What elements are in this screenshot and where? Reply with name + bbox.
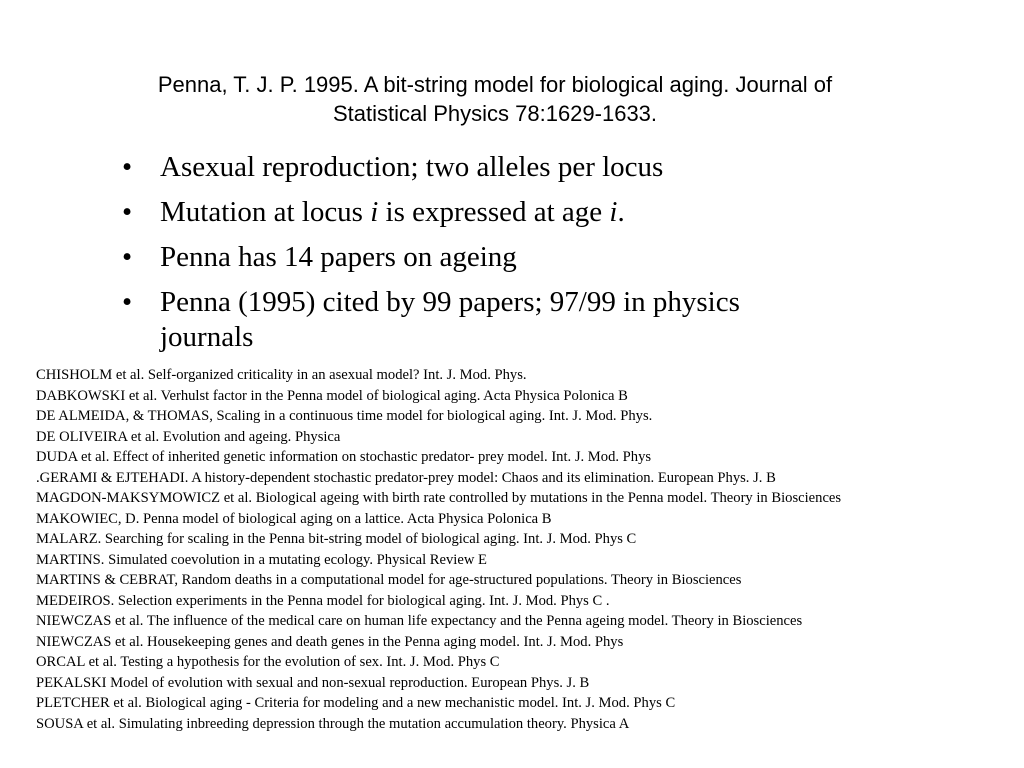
reference-item: PEKALSKI Model of evolution with sexual and non-sexual reproduction. European Phys. J. B (36, 674, 590, 691)
reference-item: .GERAMI & EJTEHADI. A history-dependent stochastic predator-prey model: Chaos and its elimination. European Phys. J. B (36, 469, 776, 486)
reference-item: MAGDON-MAKSYMOWICZ et al. Biological ageing with birth rate controlled by mutations in the Penna model. Theory in Biosciences (36, 490, 842, 506)
reference-item: ORCAL et al. Testing a hypothesis for the evolution of sex. Int. J. Mod. Phys C (36, 654, 500, 670)
reference-item: SOUSA et al. Simulating inbreeding depression through the mutation accumulation theory. Physica A (36, 715, 630, 732)
bullet-text-mid: is expressed at age (378, 196, 610, 228)
bullet-list (118, 150, 778, 365)
reference-item: DE ALMEIDA, & THOMAS, Scaling in a continuous time model for biological aging. Int. J. Mod. Phys. (36, 408, 653, 424)
reference-item: MEDEIROS. Selection experiments in the Penna model for biological aging. Int. J. Mod. Phys C . (36, 592, 610, 609)
bullet-text-pre: Mutation at locus (160, 196, 371, 228)
title-line-2: Statistical Physics 78:1629-1633. (332, 101, 658, 126)
bullet-item (118, 195, 778, 230)
bullet-text-post: . (617, 196, 625, 228)
bullet-italic-age: i (609, 196, 618, 228)
bullet-italic-locus: i (370, 196, 379, 228)
reference-item: DE OLIVEIRA et al. Evolution and ageing. Physica (36, 428, 341, 445)
title-line-1: Penna, T. J. P. 1995. A bit-string model for biological aging. Journal of (157, 72, 833, 97)
bullet-text: Penna (1995) cited by 99 papers; 97/99 in physics journals (160, 286, 740, 353)
bullet-marker: • (122, 196, 133, 228)
reference-item: MARTINS. Simulated coevolution in a mutating ecology. Physical Review E (36, 551, 487, 568)
reference-item: MALARZ. Searching for scaling in the Penna bit-string model of biological aging. Int. J. Mod. Phys C (36, 531, 637, 547)
reference-item: CHISHOLM et al. Self-organized criticality in an asexual model? Int. J. Mod. Phys. (36, 367, 527, 383)
bullet-item (118, 285, 778, 355)
reference-item: PLETCHER et al. Biological aging - Criteria for modeling and a new mechanistic model. Int. J. Mod. Phys C (36, 695, 676, 711)
bullet-text: Asexual reproduction; two alleles per locus (160, 151, 664, 183)
bullet-item (118, 240, 778, 275)
reference-item: DUDA et al. Effect of inherited genetic information on stochastic predator- prey model. Int. J. Mod. Phys (36, 449, 652, 465)
bullet-marker: • (122, 286, 133, 318)
reference-item: MARTINS & CEBRAT, Random deaths in a computational model for age-structured populations. Theory in Biosciences (36, 572, 742, 588)
reference-item: DABKOWSKI et al. Verhulst factor in the Penna model of biological aging. Acta Physica Polonica B (36, 387, 628, 404)
bullet-marker: • (122, 241, 133, 273)
reference-list (36, 365, 996, 734)
bullet-text: Penna has 14 papers on ageing (160, 241, 517, 273)
reference-item: NIEWCZAS et al. Housekeeping genes and death genes in the Penna aging model. Int. J. Mod. Phys (36, 633, 624, 650)
reference-item: MAKOWIEC, D. Penna model of biological aging on a lattice. Acta Physica Polonica B (36, 510, 552, 527)
slide-title (60, 70, 930, 128)
bullet-marker: • (122, 151, 133, 183)
bullet-item (118, 150, 778, 185)
reference-item: NIEWCZAS et al. The influence of the medical care on human life expectancy and the Penna ageing model. Theory in Biosciences (36, 613, 803, 629)
